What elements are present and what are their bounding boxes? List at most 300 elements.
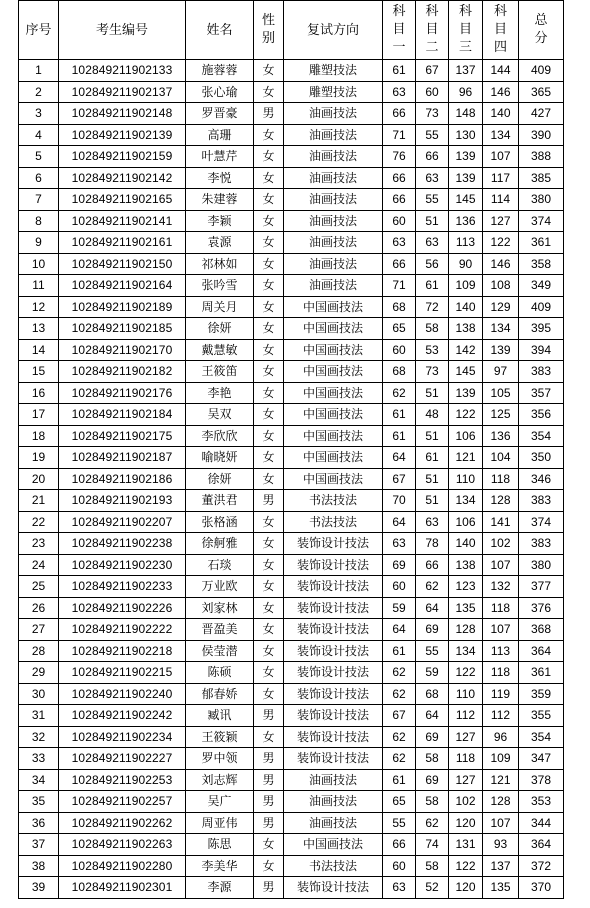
cell-direction: 装饰设计技法 xyxy=(284,877,383,899)
cell-name: 施蓉蓉 xyxy=(186,60,254,82)
cell-subject-1: 63 xyxy=(383,877,416,899)
cell-name: 张格涵 xyxy=(186,511,254,533)
cell-candidate-id: 102849211902186 xyxy=(59,468,186,490)
cell-candidate-id: 102849211902170 xyxy=(59,339,186,361)
cell-candidate-id: 102849211902222 xyxy=(59,619,186,641)
cell-gender: 女 xyxy=(254,81,284,103)
cell-total: 355 xyxy=(519,705,564,727)
cell-direction: 装饰设计技法 xyxy=(284,554,383,576)
cell-gender: 女 xyxy=(254,597,284,619)
cell-direction: 装饰设计技法 xyxy=(284,705,383,727)
cell-name: 李悦 xyxy=(186,167,254,189)
cell-no: 8 xyxy=(19,210,59,232)
header-gender: 性别 xyxy=(254,1,284,60)
cell-name: 戴慧敏 xyxy=(186,339,254,361)
cell-name: 董洪君 xyxy=(186,490,254,512)
cell-candidate-id: 102849211902159 xyxy=(59,146,186,168)
cell-subject-2: 58 xyxy=(416,318,449,340)
cell-direction: 装饰设计技法 xyxy=(284,619,383,641)
cell-total: 354 xyxy=(519,425,564,447)
cell-name: 李欣欣 xyxy=(186,425,254,447)
cell-name: 刘志辉 xyxy=(186,769,254,791)
cell-subject-3: 96 xyxy=(449,81,483,103)
cell-no: 32 xyxy=(19,726,59,748)
cell-subject-3: 131 xyxy=(449,834,483,856)
cell-name: 石琰 xyxy=(186,554,254,576)
cell-subject-1: 60 xyxy=(383,576,416,598)
cell-total: 354 xyxy=(519,726,564,748)
cell-subject-1: 66 xyxy=(383,834,416,856)
header-direction: 复试方向 xyxy=(284,1,383,60)
cell-gender: 女 xyxy=(254,726,284,748)
cell-gender: 女 xyxy=(254,447,284,469)
cell-subject-2: 63 xyxy=(416,232,449,254)
cell-direction: 油画技法 xyxy=(284,103,383,125)
table-row xyxy=(19,554,564,576)
cell-subject-3: 134 xyxy=(449,640,483,662)
table-row xyxy=(19,361,564,383)
cell-name: 徐妍 xyxy=(186,468,254,490)
cell-no: 25 xyxy=(19,576,59,598)
cell-subject-3: 130 xyxy=(449,124,483,146)
cell-no: 13 xyxy=(19,318,59,340)
cell-total: 364 xyxy=(519,640,564,662)
cell-subject-3: 142 xyxy=(449,339,483,361)
cell-subject-3: 145 xyxy=(449,189,483,211)
cell-candidate-id: 102849211902218 xyxy=(59,640,186,662)
cell-subject-3: 135 xyxy=(449,597,483,619)
table-row xyxy=(19,683,564,705)
cell-gender: 女 xyxy=(254,124,284,146)
cell-name: 吴广 xyxy=(186,791,254,813)
cell-subject-2: 68 xyxy=(416,683,449,705)
cell-total: 372 xyxy=(519,855,564,877)
cell-subject-4: 93 xyxy=(483,834,519,856)
cell-subject-1: 59 xyxy=(383,597,416,619)
cell-subject-4: 118 xyxy=(483,662,519,684)
cell-direction: 中国画技法 xyxy=(284,296,383,318)
cell-no: 9 xyxy=(19,232,59,254)
cell-candidate-id: 102849211902148 xyxy=(59,103,186,125)
cell-candidate-id: 102849211902233 xyxy=(59,576,186,598)
cell-candidate-id: 102849211902164 xyxy=(59,275,186,297)
cell-no: 27 xyxy=(19,619,59,641)
table-row xyxy=(19,275,564,297)
cell-subject-3: 148 xyxy=(449,103,483,125)
cell-no: 3 xyxy=(19,103,59,125)
cell-direction: 装饰设计技法 xyxy=(284,683,383,705)
cell-subject-1: 63 xyxy=(383,81,416,103)
table-row xyxy=(19,597,564,619)
table-row xyxy=(19,812,564,834)
cell-subject-1: 60 xyxy=(383,855,416,877)
cell-total: 344 xyxy=(519,812,564,834)
cell-subject-2: 60 xyxy=(416,81,449,103)
cell-subject-3: 112 xyxy=(449,705,483,727)
cell-subject-2: 58 xyxy=(416,748,449,770)
cell-subject-2: 63 xyxy=(416,511,449,533)
cell-subject-2: 73 xyxy=(416,103,449,125)
cell-direction: 油画技法 xyxy=(284,232,383,254)
cell-subject-4: 122 xyxy=(483,232,519,254)
cell-subject-2: 58 xyxy=(416,855,449,877)
cell-candidate-id: 102849211902257 xyxy=(59,791,186,813)
cell-subject-1: 63 xyxy=(383,533,416,555)
header-name: 姓名 xyxy=(186,1,254,60)
table-row xyxy=(19,296,564,318)
cell-name: 张心瑜 xyxy=(186,81,254,103)
cell-subject-3: 137 xyxy=(449,60,483,82)
cell-gender: 女 xyxy=(254,275,284,297)
cell-direction: 书法技法 xyxy=(284,855,383,877)
cell-subject-2: 66 xyxy=(416,146,449,168)
cell-no: 4 xyxy=(19,124,59,146)
cell-gender: 女 xyxy=(254,318,284,340)
cell-subject-2: 73 xyxy=(416,361,449,383)
cell-subject-2: 51 xyxy=(416,425,449,447)
cell-gender: 女 xyxy=(254,855,284,877)
table-row xyxy=(19,533,564,555)
cell-direction: 中国画技法 xyxy=(284,425,383,447)
cell-subject-4: 96 xyxy=(483,726,519,748)
cell-name: 臧讯 xyxy=(186,705,254,727)
cell-gender: 女 xyxy=(254,619,284,641)
cell-direction: 油画技法 xyxy=(284,253,383,275)
cell-candidate-id: 102849211902242 xyxy=(59,705,186,727)
cell-no: 12 xyxy=(19,296,59,318)
cell-subject-4: 109 xyxy=(483,748,519,770)
cell-subject-1: 66 xyxy=(383,103,416,125)
cell-direction: 装饰设计技法 xyxy=(284,726,383,748)
cell-no: 28 xyxy=(19,640,59,662)
cell-subject-1: 62 xyxy=(383,662,416,684)
header-subject-3: 科目三 xyxy=(449,1,483,60)
cell-gender: 女 xyxy=(254,468,284,490)
cell-subject-1: 66 xyxy=(383,253,416,275)
cell-subject-2: 74 xyxy=(416,834,449,856)
cell-subject-3: 128 xyxy=(449,619,483,641)
cell-direction: 中国画技法 xyxy=(284,382,383,404)
cell-candidate-id: 102849211902234 xyxy=(59,726,186,748)
cell-candidate-id: 102849211902184 xyxy=(59,404,186,426)
cell-name: 周亚伟 xyxy=(186,812,254,834)
cell-subject-2: 69 xyxy=(416,619,449,641)
cell-gender: 女 xyxy=(254,253,284,275)
cell-total: 370 xyxy=(519,877,564,899)
table-row xyxy=(19,167,564,189)
cell-subject-4: 139 xyxy=(483,339,519,361)
table-row xyxy=(19,855,564,877)
cell-subject-1: 64 xyxy=(383,619,416,641)
cell-subject-2: 62 xyxy=(416,812,449,834)
cell-subject-2: 58 xyxy=(416,791,449,813)
table-row xyxy=(19,60,564,82)
cell-name: 徐妍 xyxy=(186,318,254,340)
cell-total: 364 xyxy=(519,834,564,856)
cell-direction: 书法技法 xyxy=(284,490,383,512)
cell-candidate-id: 102849211902185 xyxy=(59,318,186,340)
cell-total: 361 xyxy=(519,662,564,684)
cell-no: 6 xyxy=(19,167,59,189)
cell-no: 18 xyxy=(19,425,59,447)
cell-gender: 女 xyxy=(254,404,284,426)
cell-subject-3: 102 xyxy=(449,791,483,813)
cell-direction: 中国画技法 xyxy=(284,339,383,361)
cell-total: 380 xyxy=(519,554,564,576)
cell-candidate-id: 102849211902207 xyxy=(59,511,186,533)
cell-no: 14 xyxy=(19,339,59,361)
cell-subject-4: 128 xyxy=(483,490,519,512)
table-row xyxy=(19,791,564,813)
cell-direction: 油画技法 xyxy=(284,124,383,146)
cell-candidate-id: 102849211902176 xyxy=(59,382,186,404)
cell-subject-1: 68 xyxy=(383,361,416,383)
cell-direction: 油画技法 xyxy=(284,167,383,189)
cell-direction: 雕塑技法 xyxy=(284,81,383,103)
header-subject-1: 科目一 xyxy=(383,1,416,60)
cell-subject-4: 113 xyxy=(483,640,519,662)
cell-subject-4: 107 xyxy=(483,619,519,641)
header-no: 序号 xyxy=(19,1,59,60)
cell-total: 388 xyxy=(519,146,564,168)
cell-subject-4: 105 xyxy=(483,382,519,404)
table-header xyxy=(19,1,564,60)
cell-subject-1: 64 xyxy=(383,511,416,533)
cell-subject-4: 129 xyxy=(483,296,519,318)
cell-subject-2: 67 xyxy=(416,60,449,82)
cell-gender: 女 xyxy=(254,296,284,318)
cell-direction: 装饰设计技法 xyxy=(284,640,383,662)
cell-subject-2: 63 xyxy=(416,167,449,189)
cell-name: 高珊 xyxy=(186,124,254,146)
cell-subject-2: 55 xyxy=(416,124,449,146)
cell-subject-1: 64 xyxy=(383,447,416,469)
cell-candidate-id: 102849211902142 xyxy=(59,167,186,189)
cell-subject-4: 104 xyxy=(483,447,519,469)
cell-subject-3: 121 xyxy=(449,447,483,469)
cell-subject-3: 127 xyxy=(449,769,483,791)
cell-candidate-id: 102849211902227 xyxy=(59,748,186,770)
table-row xyxy=(19,189,564,211)
cell-total: 350 xyxy=(519,447,564,469)
cell-subject-3: 138 xyxy=(449,554,483,576)
score-table xyxy=(18,0,564,899)
cell-subject-4: 112 xyxy=(483,705,519,727)
cell-subject-4: 118 xyxy=(483,468,519,490)
cell-name: 晋盈美 xyxy=(186,619,254,641)
table-row xyxy=(19,253,564,275)
cell-subject-1: 61 xyxy=(383,769,416,791)
cell-subject-4: 97 xyxy=(483,361,519,383)
cell-gender: 男 xyxy=(254,877,284,899)
cell-subject-4: 119 xyxy=(483,683,519,705)
cell-subject-1: 61 xyxy=(383,60,416,82)
cell-subject-2: 69 xyxy=(416,769,449,791)
cell-candidate-id: 102849211902182 xyxy=(59,361,186,383)
cell-subject-2: 51 xyxy=(416,382,449,404)
cell-no: 17 xyxy=(19,404,59,426)
cell-subject-3: 106 xyxy=(449,511,483,533)
cell-candidate-id: 102849211902189 xyxy=(59,296,186,318)
cell-subject-1: 62 xyxy=(383,382,416,404)
table-row xyxy=(19,640,564,662)
cell-subject-3: 122 xyxy=(449,855,483,877)
cell-subject-1: 65 xyxy=(383,791,416,813)
cell-subject-2: 66 xyxy=(416,554,449,576)
cell-subject-3: 113 xyxy=(449,232,483,254)
cell-name: 王筱颖 xyxy=(186,726,254,748)
cell-gender: 女 xyxy=(254,210,284,232)
cell-gender: 女 xyxy=(254,60,284,82)
cell-gender: 男 xyxy=(254,812,284,834)
cell-name: 吴双 xyxy=(186,404,254,426)
cell-subject-1: 62 xyxy=(383,683,416,705)
cell-candidate-id: 102849211902150 xyxy=(59,253,186,275)
cell-subject-4: 136 xyxy=(483,425,519,447)
cell-subject-4: 107 xyxy=(483,554,519,576)
cell-direction: 油画技法 xyxy=(284,189,383,211)
cell-no: 23 xyxy=(19,533,59,555)
cell-subject-4: 137 xyxy=(483,855,519,877)
table-row xyxy=(19,339,564,361)
cell-subject-1: 66 xyxy=(383,189,416,211)
cell-subject-4: 102 xyxy=(483,533,519,555)
table-row xyxy=(19,490,564,512)
cell-no: 37 xyxy=(19,834,59,856)
cell-total: 374 xyxy=(519,210,564,232)
cell-subject-4: 114 xyxy=(483,189,519,211)
cell-subject-2: 51 xyxy=(416,210,449,232)
cell-subject-1: 61 xyxy=(383,640,416,662)
cell-subject-2: 61 xyxy=(416,447,449,469)
cell-total: 376 xyxy=(519,597,564,619)
header-id: 考生编号 xyxy=(59,1,186,60)
cell-total: 353 xyxy=(519,791,564,813)
cell-name: 喻晓妍 xyxy=(186,447,254,469)
cell-direction: 中国画技法 xyxy=(284,468,383,490)
cell-subject-4: 141 xyxy=(483,511,519,533)
cell-candidate-id: 102849211902253 xyxy=(59,769,186,791)
cell-gender: 女 xyxy=(254,382,284,404)
cell-direction: 装饰设计技法 xyxy=(284,597,383,619)
cell-no: 38 xyxy=(19,855,59,877)
cell-subject-1: 62 xyxy=(383,726,416,748)
cell-subject-3: 139 xyxy=(449,146,483,168)
cell-no: 15 xyxy=(19,361,59,383)
cell-subject-2: 64 xyxy=(416,597,449,619)
cell-name: 郁春娇 xyxy=(186,683,254,705)
cell-candidate-id: 102849211902301 xyxy=(59,877,186,899)
cell-subject-4: 107 xyxy=(483,146,519,168)
cell-direction: 中国画技法 xyxy=(284,404,383,426)
cell-subject-2: 64 xyxy=(416,705,449,727)
cell-subject-4: 144 xyxy=(483,60,519,82)
table-row xyxy=(19,124,564,146)
cell-gender: 女 xyxy=(254,189,284,211)
cell-total: 365 xyxy=(519,81,564,103)
cell-name: 周关月 xyxy=(186,296,254,318)
table-row xyxy=(19,232,564,254)
cell-direction: 油画技法 xyxy=(284,812,383,834)
cell-total: 409 xyxy=(519,296,564,318)
cell-subject-4: 117 xyxy=(483,167,519,189)
cell-no: 2 xyxy=(19,81,59,103)
cell-direction: 油画技法 xyxy=(284,791,383,813)
cell-candidate-id: 102849211902133 xyxy=(59,60,186,82)
cell-gender: 男 xyxy=(254,705,284,727)
cell-subject-3: 106 xyxy=(449,425,483,447)
cell-name: 罗晋豪 xyxy=(186,103,254,125)
cell-name: 陈思 xyxy=(186,834,254,856)
cell-candidate-id: 102849211902165 xyxy=(59,189,186,211)
cell-subject-4: 127 xyxy=(483,210,519,232)
cell-no: 34 xyxy=(19,769,59,791)
cell-subject-2: 55 xyxy=(416,640,449,662)
cell-name: 张吟雪 xyxy=(186,275,254,297)
table-row xyxy=(19,468,564,490)
cell-candidate-id: 102849211902230 xyxy=(59,554,186,576)
header-subject-4: 科目四 xyxy=(483,1,519,60)
cell-subject-1: 71 xyxy=(383,275,416,297)
cell-gender: 男 xyxy=(254,791,284,813)
cell-total: 358 xyxy=(519,253,564,275)
cell-name: 王筱笛 xyxy=(186,361,254,383)
cell-subject-3: 122 xyxy=(449,404,483,426)
cell-name: 徐舸雅 xyxy=(186,533,254,555)
cell-name: 刘家林 xyxy=(186,597,254,619)
cell-total: 359 xyxy=(519,683,564,705)
cell-direction: 装饰设计技法 xyxy=(284,576,383,598)
cell-candidate-id: 102849211902215 xyxy=(59,662,186,684)
cell-subject-3: 110 xyxy=(449,468,483,490)
header-row xyxy=(19,1,564,60)
cell-subject-4: 121 xyxy=(483,769,519,791)
cell-subject-3: 120 xyxy=(449,877,483,899)
cell-name: 李颖 xyxy=(186,210,254,232)
cell-direction: 油画技法 xyxy=(284,769,383,791)
cell-direction: 油画技法 xyxy=(284,210,383,232)
cell-subject-4: 146 xyxy=(483,253,519,275)
cell-subject-3: 122 xyxy=(449,662,483,684)
cell-candidate-id: 102849211902187 xyxy=(59,447,186,469)
cell-direction: 装饰设计技法 xyxy=(284,748,383,770)
cell-total: 361 xyxy=(519,232,564,254)
cell-subject-4: 132 xyxy=(483,576,519,598)
cell-total: 374 xyxy=(519,511,564,533)
cell-name: 祁林如 xyxy=(186,253,254,275)
cell-total: 385 xyxy=(519,167,564,189)
cell-candidate-id: 102849211902139 xyxy=(59,124,186,146)
header-total: 总分 xyxy=(519,1,564,60)
cell-gender: 女 xyxy=(254,167,284,189)
cell-no: 35 xyxy=(19,791,59,813)
cell-gender: 男 xyxy=(254,103,284,125)
cell-no: 20 xyxy=(19,468,59,490)
cell-subject-1: 67 xyxy=(383,468,416,490)
cell-gender: 女 xyxy=(254,232,284,254)
cell-subject-4: 118 xyxy=(483,597,519,619)
cell-no: 31 xyxy=(19,705,59,727)
header-subject-2: 科目二 xyxy=(416,1,449,60)
cell-subject-1: 67 xyxy=(383,705,416,727)
cell-subject-3: 134 xyxy=(449,490,483,512)
cell-subject-3: 140 xyxy=(449,296,483,318)
cell-subject-2: 59 xyxy=(416,662,449,684)
cell-subject-3: 110 xyxy=(449,683,483,705)
cell-gender: 女 xyxy=(254,683,284,705)
cell-name: 李艳 xyxy=(186,382,254,404)
cell-total: 427 xyxy=(519,103,564,125)
